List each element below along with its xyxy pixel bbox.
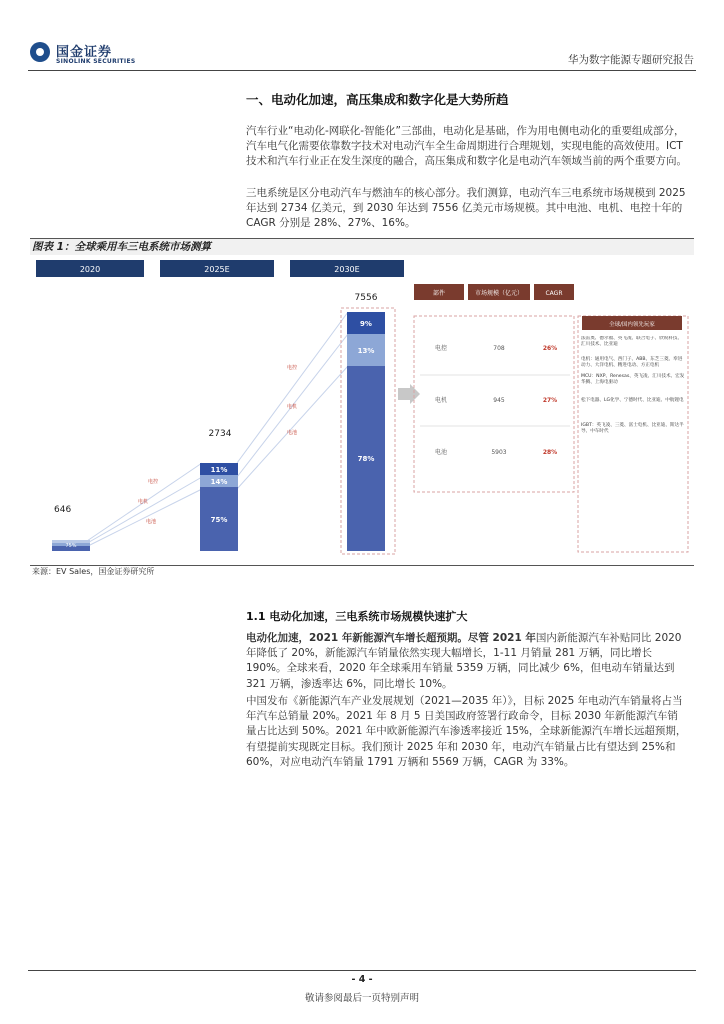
table-row-part: 电机: [434, 397, 448, 404]
section-paragraph-1: 汽车行业“电动化-网联化-智能化”三部曲，电动化是基础，作为用电侧电动化的重要组成部分，汽车电气化需要依靠数字技术对电动汽车全生命周期进行合理规划，实现电能的高效使用。ICT 技术和汽车行业正在发生深度的融合，高压集成和数字化是电动汽车领域当前的两个重要方向。: [246, 125, 687, 168]
footer-divider: [28, 970, 696, 971]
subsection-title: 1.1 电动化加速，三电系统市场规模快速扩大: [246, 610, 468, 623]
label-2020-stack: 75%: [65, 543, 77, 549]
table-row-size: 708: [493, 345, 505, 352]
logo-text-en: SINOLINK SECURITIES: [56, 58, 136, 65]
leaders-item: 法雷奥、德尔福、英飞凌、联合电子、欣锐科技、汇川技术、比亚迪: [581, 336, 683, 348]
total-2030: 7556: [354, 293, 378, 303]
connector-label-2025-motor: 电机: [138, 499, 149, 505]
label-2030-battery: 78%: [357, 455, 375, 463]
table-body-frame: [414, 316, 574, 492]
leaders-item: MCU：NXP、Renesas、英飞凌、汇川技术、宏发华腾、上海电驱动: [581, 373, 685, 386]
label-2025-battery: 75%: [210, 516, 228, 524]
table-row-size: 945: [493, 397, 505, 404]
label-2025-motor: 14%: [210, 478, 228, 486]
page-number: - 4 -: [351, 974, 373, 985]
leaders-item: 松下电器、LG化学、宁德时代、比亚迪、中航锂电: [581, 398, 684, 404]
sinolink-logo-icon: [30, 42, 50, 62]
header-divider: [28, 70, 696, 71]
table-row-cagr: 28%: [542, 449, 558, 456]
report-title: 华为数字能源专题研究报告: [568, 54, 694, 66]
section-paragraph-2: 三电系统是区分电动汽车与燃油车的核心部分。我们测算，电动汽车三电系统市场规模到 2025 年达到 2734 亿美元，到 2030 年达到 7556 亿美元市场规模。其中电池、电机、电控十年的 CAGR 分别是 28%、27%、16%。: [246, 187, 686, 230]
subsection-paragraph-2: 中国发布《新能源汽车产业发展规划（2021—2035 年）》，目标 2025 年电动汽车销量将占当年汽车总销量 20%。2021 年 8 月 5 日美国政府签署行政命令，目标 2030 年新能源汽车销量占比达到 50%。2021 年中欧新能源汽车渗透率接近 15%，全球新能源汽车增长远超预期，有望提前实现既定目标。我们预计 2025 年和 2030 年，电动汽车销量占比有望达到 25%和 60%，对应电动汽车销量 1791 万辆和 5569 万辆，CAGR 为 33%。: [246, 695, 687, 768]
market-chart: [30, 256, 694, 564]
table-row-cagr: 27%: [542, 397, 558, 404]
subsection-paragraph-1: [246, 631, 688, 692]
table-header-part-label: 部件: [432, 290, 446, 297]
year-label-2030: 2030E: [334, 265, 360, 274]
leaders-item: 电机：通用电气、西门子、ABB、东芝三菱、奉进动力、大洋电机、精进电动、方正电机: [581, 356, 683, 369]
section-title: 一、电动化加速，高压集成和数字化是大势所趋: [246, 92, 509, 107]
logo-text-cn: 国金证券: [56, 45, 113, 60]
year-label-2020: 2020: [79, 265, 101, 274]
year-label-2025: 2025E: [204, 265, 230, 274]
connector-label-2025-ec: 电控: [148, 479, 159, 485]
leaders-header-label: 全球/国内领先玩家: [609, 322, 655, 328]
paragraph-rest: 国内新能源汽车补贴同比 2020 年降低了 20%，新能源汽车销量依然实现大幅增长，1-11 月销量 281 万辆，同比增长 190%。全球来看，2020 年全球乘用车销量 5359 万辆，同比减少 6%，但电动车销量达到 321 万辆，渗透率达 6%，同比增长 10%。: [246, 632, 682, 690]
label-2025-ec: 11%: [210, 466, 228, 474]
table-row-cagr: 26%: [542, 345, 558, 352]
connector-label-2030-motor: 电机: [287, 404, 298, 410]
arrow-icon: [398, 384, 420, 404]
connector-label-2030-battery: 电池: [287, 430, 298, 436]
leaders-list: [581, 336, 685, 548]
label-2030-motor: 13%: [357, 347, 375, 355]
table-header-size-label: 市场规模（亿元）: [474, 290, 524, 297]
leaders-item: IGBT：英飞凌、三菱、富士电机、比亚迪、斯达半导、中车时代: [581, 422, 684, 435]
connector-label-2030-ec: 电控: [287, 365, 298, 371]
table-row-part: 电池: [434, 449, 448, 456]
table-row-size: 5903: [491, 449, 507, 456]
connector-label-2025-battery: 电池: [146, 519, 157, 525]
table-header-cagr-label: CAGR: [545, 290, 563, 297]
footer-disclaimer: 敬请参阅最后一页特别声明: [304, 993, 419, 1004]
total-2020: 646: [54, 505, 72, 515]
figure-title: 图表 1：全球乘用车三电系统市场测算: [32, 241, 211, 253]
total-2025: 2734: [208, 429, 232, 439]
paragraph-lead: 电动化加速，2021 年新能源汽车增长超预期。尽管 2021 年: [246, 632, 536, 644]
figure-source: 来源：EV Sales，国金证券研究所: [32, 567, 155, 576]
label-2030-ec: 9%: [360, 320, 372, 328]
table-row-part: 电控: [434, 345, 448, 352]
